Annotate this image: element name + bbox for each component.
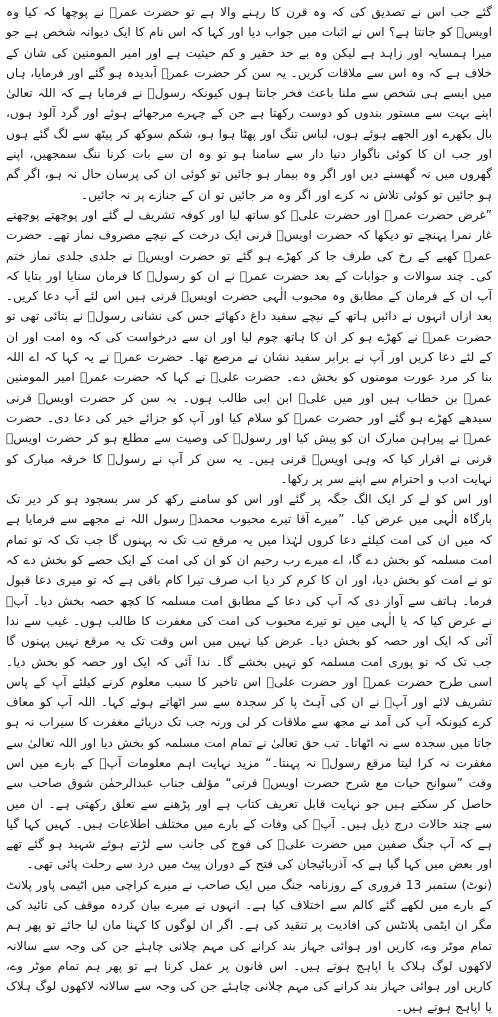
article-paragraph-1: گئے جب اس نے تصدیق کی کہ وہ قرن کا رہنے والا ہے تو حضرت عمرؓ نے پوچھا کہ کیا وہ اویسؓ کو جانتا ہے؟ اس نے اثبات میں جواب دیا اور کہا کہ اس نام کا ایک دیوانہ شخص ہے جو میرا ہمسایہ اور زاہد ہے لیکن وہ بے حد حقیر و کم حیثیت ہے اور امیر المومنین کی شان کے خلاف ہے کہ وہ اس سے ملاقات کریں۔ یہ سن کر حضرت عمرؓ آبدیدہ ہو گئے اور فرمایا، ہاں میں ایسے ہی شخص سے ملنا باعث فخر جانتا ہوں کیونکہ رسولؐ نے فرمایا ہے کہ اللہ تعالیٰ اپنے بہت سے مستور بندوں کو دوست رکھتا ہے جن کے چہرے مرجھائے ہوئے اور گرد آلود ہوں، بال بکھرے اور الجھے ہوئے ہوں، لباس تنگ اور پھٹا ہوا ہو، شکم سوکھ کر پیٹھ سے لگ گئے ہوں اور جب ان کا کوئی ناگوار دنیا دار سے سامنا ہو تو وہ ان سے بات کرنا ننگ سمجھیں، اپنے گھروں میں نہ گھسنے دیں اور اگر وہ بیمار ہو جائیں تو کوئی ان کی پرسان حال نہ ہو، اگر گم ہو جائیں تو کوئی تلاش نہ کرے اور اگر وہ مر جائیں تو ان کے جنازے پر نہ جائیں۔ <box>6 5 492 202</box>
article-paragraph-2: ”غرض حضرت عمرؓ اور حضرت علیؓ کو ساتھ لیا اور کوفہ تشریف لے گئے اور پوچھتے پوچھتے غار نمرا پہنچے تو دیکھا کہ حضرت اویسؓ قرنی ایک درخت کے نیچے مصروف نماز تھے۔ حضرت عمرؓ کھبے کے رخ کی طرف جا کر کھڑے ہو گئے تو حضرت اویسؓ نے جلدی جلدی نماز ختم کی۔ چند سوالات و جوابات کے بعد حضرت عمرؓ نے ان کو رسولؐ کا فرمان سنایا اور بتایا کہ آپ ان کے فرمان کے مطابق وہ محبوب الٰہی حضرت اویسؓ قرنی ہیں اس لئے آپ دعا کریں۔ بعد ازاں انہوں نے دائیں ہاتھ کے نیچے سفید داغ دکھائے جس کی نشانی رسولؐ نے بتائی تھی تو حضرت عمرؓ نے کھڑے ہو کر ان کا ہاتھ چوم لیا اور ان سے درخواست کی کہ وہ امت اور ان کے لئے دعا کریں اور آپ نے برابر سفید نشان نے مرصع تھا۔ حضرت عمرؓ نے یہ کہا کہ اے اللہ بنا کر مرد عورت مومنوں کو بخش دے۔ حضرت علیؓ نے کہا کہ حضرت عمرؓ امیر المومنین عمرؓ بن خطاب ہیں اور میں علیؓ ابن ابی طالب ہوں۔ یہ سن کر حضرت اویسؓ قرنی سیدھے کھڑے ہو گئے اور حضرت عمرؓ کو سلام کیا اور آپ کو جزائے خیر کی دعا دی۔ حضرت عمرؓ نے پیراہن مبارک ان کو پیش کیا اور رسولؐ کی وصیت سے مطلع ہو کر حضرت اویسؓ قرنی نے اقرار کیا کہ وہی اویسؓ قرنی ہیں۔ یہ سن کر آپ نے رسولؐ کا خرقہ مبارک کو نہایت ادب و احترام سے اپنے سر پر رکھا۔ <box>6 207 492 486</box>
newspaper-column-page <box>6 2 492 1014</box>
article-paragraph-3: اور اس کو لے کر ایک الگ جگہ پر گئے اور اس کو سامنے رکھ کر سر بسجود ہو کر دیر تک بارگاہ الٰہی میں عرض کیا۔ ”میرے آقا تیرے محبوب محمدؐ رسول اللہ نے مجھے سے فرمایا ہے کہ میں ان کی امت کیلئے دعا کروں لہٰذا میں یہ مرقع تب تک نہ پہنوں گا جب تک کہ تو تمام امت مسلمہ کو بخش دے گا، اے میرے رب رحیم ان کو ان کی امت کے ایک حصے کو بخش دے کہ تو نے امت کو بخش دیا، اور ان کا کرم کر دیا اب صرف تیرا کام باقی ہے کہ تو میری دعا قبول فرما۔ ہاتف سے آواز دی کہ آپ کی دعا کے مطابق امت مسلمہ کا کچھ حصہ بخش دیا۔ آپؓ نے عرض کیا کہ یا الٰہی میں تو تیرے محبوب کی امت کی مغفرت کا طالب ہوں۔ غیب سے ندا آئی کہ ایک اور حصہ کو بخش دیا۔ عرض کیا نہیں میں اس وقت تک یہ مرقع نہیں پہنوں گا جب تک کہ تو پوری امت مسلمہ کو نہیں بخشے گا۔ ندا آئی کہ ایک اور حصہ کو بخش دیا۔ اسی طرح حضرت عمرؓ اور حضرت علیؓ اس تاخیر کا سبب معلوم کرنے کیلئے آپ کے پاس تشریف لائے اور آپؓ نے ان کی آہٹ پا کر سجدہ سے سر اٹھاتے ہوئے کہا۔ اللہ آپ کو معاف کرے کیونکہ آپ کی آمد نے مجھ سے ملاقات کر لی ورنہ جب تک دریائے مغفرت کا سیراب نہ ہو جاتا میں سجدہ سے نہ اٹھاتا۔ تب حق تعالیٰ نے تمام امت مسلمہ کو بخش دیا اور اللہ تعالیٰ سے مغفرت نہ کرا لیتا مرقع رسولؐ نہ پہنتا۔“ مزید نہایت اہم معلومات آپؓ کے بارے میں اس وقت ”سوانح حیات مع شرح حضرت اویسؓ قرنی“ مؤلف جناب عبدالرحمٰن شوق صاحب سے حاصل کر سکتے ہیں جو نہایت قابل تعریف کتاب ہے اور پڑھنے سے تعلق رکھتی ہے۔ ان میں سے چند حالات درج ذیل ہیں۔ آپؓ کی وفات کے بارے میں مختلف اطلاعات ہیں۔ کہیں کہا گیا ہے کہ آپ جنگ صفین میں حضرت علیؓ کی فوج کی جانب سے لڑتے ہوئے شہید ہو گئے تھے اور بعض میں کہا گیا ہے کہ آذربائیجان کی فتح کے دوران پیٹ میں درد سے رحلت پائی تھی۔ <box>6 492 492 872</box>
article-paragraph-4: (نوٹ) ستمبر 13 فروری کے روزنامہ جنگ میں ایک صاحب نے میرے کراچی میں اٹیمی پاور پلانٹ کے بارے میں لکھے گئے کالم سے اختلاف کیا ہے۔ انہوں نے میرے بیان کردہ موقف کی تائید کی مگر ان ایٹمی پلانٹس کی افادیت پر تنقید کی ہے۔ اگر ان لوگوں کا کہنا مان لیا جائے تو پھر ہم تمام موٹر وے، کاریں اور ہوائی جہاز بند کرانے کی مہم چلانی چاہئے جن کی وجہ سے سالانہ لاکھوں لوگ ہلاک یا اپاہج ہوتے ہیں۔ اس قانون پر عمل کرنا ہے تو پھر ہم تمام موٹر وے، کاریں اور ہوائی جہاز بند کرانے کی مہم چلانی چاہئے جن کی وجہ سے سالانہ لاکھوں لوگ ہلاک یا اپاہج ہوتے ہیں۔ <box>6 877 492 1014</box>
article-body <box>6 2 492 1017</box>
